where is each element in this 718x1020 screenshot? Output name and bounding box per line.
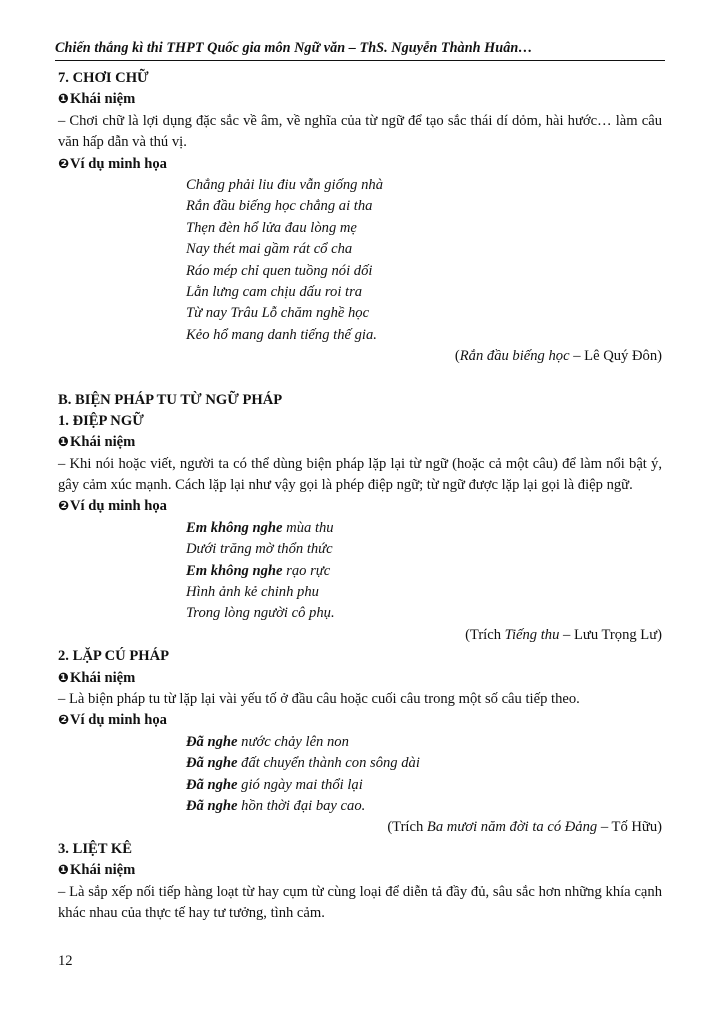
- poem-line: Nay thét mai gầm rát cổ cha: [186, 241, 353, 258]
- poem-emphasis: Đã nghe: [186, 755, 238, 772]
- poem-emphasis: Em không nghe: [186, 519, 283, 536]
- source-work: Ba mươi năm đời ta có Đảng: [426, 819, 598, 836]
- poem-text: mùa thu: [282, 519, 334, 536]
- poem-line: Rắn đầu biếng học chẳng ai tha: [186, 198, 373, 215]
- poem-emphasis: Em không nghe: [186, 562, 283, 579]
- poem-emphasis: Đã nghe: [186, 797, 238, 814]
- page-number: 12: [58, 953, 73, 969]
- poem-line: [58, 775, 662, 796]
- example-heading-diep-ngu: [58, 496, 662, 517]
- concept-label: Khái niệm: [70, 91, 136, 108]
- example-heading-choi-chu: [58, 154, 662, 175]
- poem-line: Chẳng phải liu điu vẫn giống nhà: [186, 176, 384, 193]
- poem-line: Ráo mép chỉ quen tuồng nói dối: [186, 262, 373, 279]
- poem-text: nước chảy lên non: [237, 733, 349, 750]
- poem-text: Dưới trăng mờ thổn thức: [186, 541, 333, 558]
- source-prefix: (Trích: [387, 819, 427, 836]
- marker-2-icon: ❷: [58, 156, 70, 172]
- concept-label: Khái niệm: [70, 862, 136, 879]
- marker-1-icon: ❶: [58, 435, 70, 451]
- marker-1-icon: ❶: [58, 863, 70, 879]
- concept-text-lap-cu-phap: – Là biện pháp tu từ lặp lại vài yếu tố ở đầu câu hoặc cuối câu trong một số câu tiếp theo.: [58, 691, 580, 707]
- heading-section-b: B. BIỆN PHÁP TU TỪ NGỮ PHÁP: [58, 391, 283, 408]
- concept-heading-liet-ke: [58, 860, 662, 881]
- concept-heading-diep-ngu: [58, 432, 662, 453]
- poem-text: rạo rực: [282, 562, 331, 579]
- source-work: Rắn đầu biếng học: [459, 348, 570, 365]
- concept-label: Khái niệm: [70, 434, 136, 451]
- source-citation-diep-ngu: [58, 625, 662, 646]
- poem-text: hồn thời đại bay cao.: [237, 797, 366, 814]
- example-label: Ví dụ minh họa: [70, 712, 167, 729]
- heading-diep-ngu: 1. ĐIỆP NGỮ: [58, 412, 144, 429]
- poem-line: Kẻo hổ mang danh tiếng thế gia.: [186, 326, 377, 343]
- poem-line: [58, 732, 662, 753]
- poem-text: Hình ảnh kẻ chinh phu: [186, 584, 319, 601]
- poem-text: gió ngày mai thổi lại: [237, 776, 363, 793]
- concept-text-diep-ngu: – Khi nói hoặc viết, người ta có thể dùng biện pháp lặp lại từ ngữ (hoặc cả một câu) để làm nổi bật ý, gây cảm xúc mạnh. Cách lặp lại như vậy gọi là phép điệp ngữ; từ ngữ được lặp lại gọi là điệp ngữ.: [58, 455, 662, 494]
- poem-line: [58, 753, 662, 774]
- heading-lap-cu-phap: 2. LẶP CÚ PHÁP: [58, 648, 170, 665]
- running-header: Chiến thắng kì thi THPT Quốc gia môn Ngữ văn – ThS. Nguyễn Thành Huân…: [55, 40, 533, 56]
- marker-2-icon: ❷: [58, 499, 70, 515]
- source-author: – Lưu Trọng Lư): [559, 626, 662, 643]
- section-gap: [58, 368, 662, 390]
- poem-line: [58, 539, 662, 560]
- poem-emphasis: Đã nghe: [186, 733, 238, 750]
- heading-liet-ke: 3. LIỆT KÊ: [58, 840, 132, 857]
- poem-emphasis: Đã nghe: [186, 776, 238, 793]
- poem-line: [58, 518, 662, 539]
- marker-2-icon: ❷: [58, 713, 70, 729]
- marker-1-icon: ❶: [58, 92, 70, 108]
- poem-line: [58, 582, 662, 603]
- heading-choi-chu: 7. CHƠI CHỮ: [58, 70, 149, 86]
- source-citation-choi-chu: (Rắn đầu biếng học – Lê Quý Đôn): [454, 348, 662, 365]
- poem-line: [58, 796, 662, 817]
- source-author: – Tố Hữu): [597, 819, 662, 836]
- example-label: Ví dụ minh họa: [70, 155, 167, 172]
- poem-text: Trong lòng người cô phụ.: [186, 605, 335, 622]
- poem-line: Thẹn đèn hổ lửa đau lòng mẹ: [186, 219, 357, 236]
- example-heading-lap-cu-phap: [58, 710, 662, 731]
- source-prefix: (Trích: [465, 626, 505, 643]
- concept-label: Khái niệm: [70, 669, 136, 686]
- concept-heading-choi-chu: [58, 89, 662, 110]
- header-rule: [55, 60, 665, 61]
- page-content: [58, 68, 662, 924]
- concept-text-liet-ke: – Là sắp xếp nối tiếp hàng loạt từ hay cụm từ cùng loại để diễn tả đầy đủ, sâu sắc hơn những khía cạnh khác nhau của thực tế hay tư tưởng, tình cảm.: [58, 883, 662, 921]
- poem-line: [58, 603, 662, 624]
- source-citation-lap-cu-phap: [58, 817, 662, 838]
- poem-line: Lằn lưng cam chịu dấu roi tra: [186, 283, 363, 300]
- source-work: Tiếng thu: [504, 626, 560, 643]
- concept-text-choi-chu: – Chơi chữ là lợi dụng đặc sắc về âm, về nghĩa của từ ngữ để tạo sắc thái dí dỏm, hài hước… làm câu văn hấp dẫn và thú vị.: [58, 112, 662, 151]
- poem-text: đất chuyển thành con sông dài: [237, 755, 420, 772]
- concept-heading-lap-cu-phap: [58, 668, 662, 689]
- example-label: Ví dụ minh họa: [70, 498, 167, 515]
- source-author: – Lê Quý Đôn): [569, 348, 662, 365]
- poem-line: Từ nay Trâu Lỗ chăm nghề học: [186, 305, 370, 322]
- poem-line: [58, 561, 662, 582]
- marker-1-icon: ❶: [58, 670, 70, 686]
